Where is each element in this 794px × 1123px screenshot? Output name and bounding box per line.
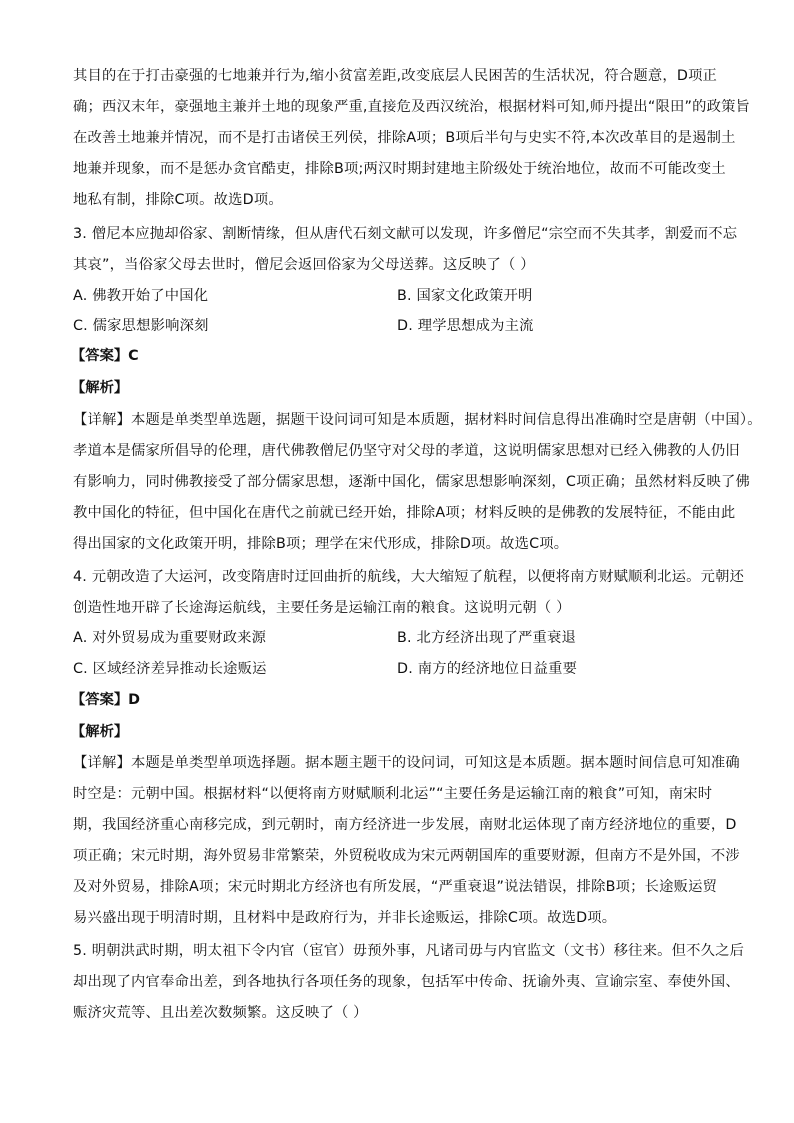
q4-analysis-label: 【解析】 xyxy=(71,724,129,740)
q4-option-b: B. 北方经济出现了严重衰退 xyxy=(397,630,576,646)
q3-option-a: A. 佛教开始了中国化 xyxy=(73,288,209,304)
q3-option-c: C. 儒家思想影响深刻 xyxy=(73,318,209,334)
q2-explanation-line: 其目的在于打击豪强的七地兼并行为,缩小贫富差距,改变底层人民困苦的生活状况，符合题意，D项正 xyxy=(73,68,718,84)
q4-answer: 【答案】D xyxy=(71,692,141,708)
q4-detail-line: 时空是：元朝中国。根据材料“以便将南方财赋顺利北运”“主要任务是运输江南的粮食”可知，南宋时 xyxy=(73,786,713,802)
q4-stem-line: 4. 元朝改造了大运河，改变隋唐时迂回曲折的航线，大大缩短了航程，以便将南方财赋顺利北运。元朝还 xyxy=(73,569,745,585)
q2-explanation-line: 地私有制，排除C项。故选D项。 xyxy=(73,192,283,208)
q3-stem-line: 3. 僧尼本应抛却俗家、割断情缘，但从唐代石刻文献可以发现，许多僧尼“宗空而不失其孝，割爱而不忘 xyxy=(73,226,738,242)
q4-detail-line: 易兴盛出现于明清时期，且材料中是政府行为，并非长途贩运，排除C项。故选D项。 xyxy=(73,910,617,926)
q2-explanation-line: 地兼并现象，而不是惩办贪官酷吏，排除B项;两汉时期封建地主阶级处于统治地位，故而不可能改变土 xyxy=(73,161,726,177)
q2-explanation-line: 确；西汉末年，豪强地主兼并土地的现象严重,直接危及西汉统治，根据材料可知,师丹提出“限田”的政策旨 xyxy=(73,99,751,115)
q3-analysis-label: 【解析】 xyxy=(71,380,129,396)
q3-option-b: B. 国家文化政策开明 xyxy=(397,288,533,304)
q4-detail-line: 【详解】本题是单类型单项选择题。据本题主题干的设问词，可知这是本质题。据本题时间信息可知准确 xyxy=(73,755,740,771)
q3-detail-line: 得出国家的文化政策开明，排除B项；理学在宋代形成，排除D项。故选C项。 xyxy=(73,536,569,552)
q4-option-c: C. 区域经济差异推动长途贩运 xyxy=(73,661,267,677)
q3-answer: 【答案】C xyxy=(71,348,139,364)
q4-detail-line: 及对外贸易，排除A项；宋元时期北方经济也有所发展，“严重衰退”说法错误，排除B项；长途贩运贸 xyxy=(73,879,718,895)
q3-option-d: D. 理学思想成为主流 xyxy=(397,318,534,334)
q3-stem-line: 其哀”，当俗家父母去世时，僧尼会返回俗家为父母送葬。这反映了（ ） xyxy=(73,257,535,273)
q3-detail-line: 【详解】本题是单类型单选题，据题干设问词可知是本质题，据材料时间信息得出准确时空是唐朝（中国）。 xyxy=(73,412,762,428)
q4-option-d: D. 南方的经济地位日益重要 xyxy=(397,661,578,677)
q3-detail-line: 孝道本是儒家所倡导的伦理，唐代佛教僧尼仍坚守对父母的孝道，这说明儒家思想对已经入佛教的人仍旧 xyxy=(73,443,740,459)
q4-detail-line: 期，我国经济重心南移完成，到元朝时，南方经济进一步发展，南财北运体现了南方经济地位的重要，D xyxy=(73,817,737,833)
q3-detail-line: 有影响力，同时佛教接受了部分儒家思想，逐渐中国化，儒家思想影响深刻，C项正确；虽然材料反映了佛 xyxy=(73,474,751,490)
q3-detail-line: 教中国化的特征，但中国化在唐代之前就已经开始，排除A项；材料反映的是佛教的发展特征，不能由此 xyxy=(73,505,736,521)
q4-option-a: A. 对外贸易成为重要财政来源 xyxy=(73,630,267,646)
q4-detail-line: 项正确；宋元时期，海外贸易非常繁荣，外贸税收成为宋元两朝国库的重要财源，但南方不是外国，不涉 xyxy=(73,848,740,864)
q5-stem-line: 赈济灾荒等、且出差次数频繁。这反映了（ ） xyxy=(73,1005,368,1021)
q2-explanation-line: 在改善土地兼并情况，而不是打击诸侯王列侯，排除A项；B项后半句与史实不符,本次改革目的是遏制土 xyxy=(73,130,736,146)
q5-stem-line: 5. 明朝洪武时期，明太祖下令内官（宦官）毋预外事，凡诸司毋与内官监文（文书）移往来。但不久之后 xyxy=(73,943,745,959)
q4-stem-line: 创造性地开辟了长途海运航线，主要任务是运输江南的粮食。这说明元朝（ ） xyxy=(73,600,571,616)
q5-stem-line: 却出现了内官奉命出差，到各地执行各项任务的现象，包括军中传命、抚谕外夷、宣谕宗室、奉使外国、 xyxy=(73,974,740,990)
